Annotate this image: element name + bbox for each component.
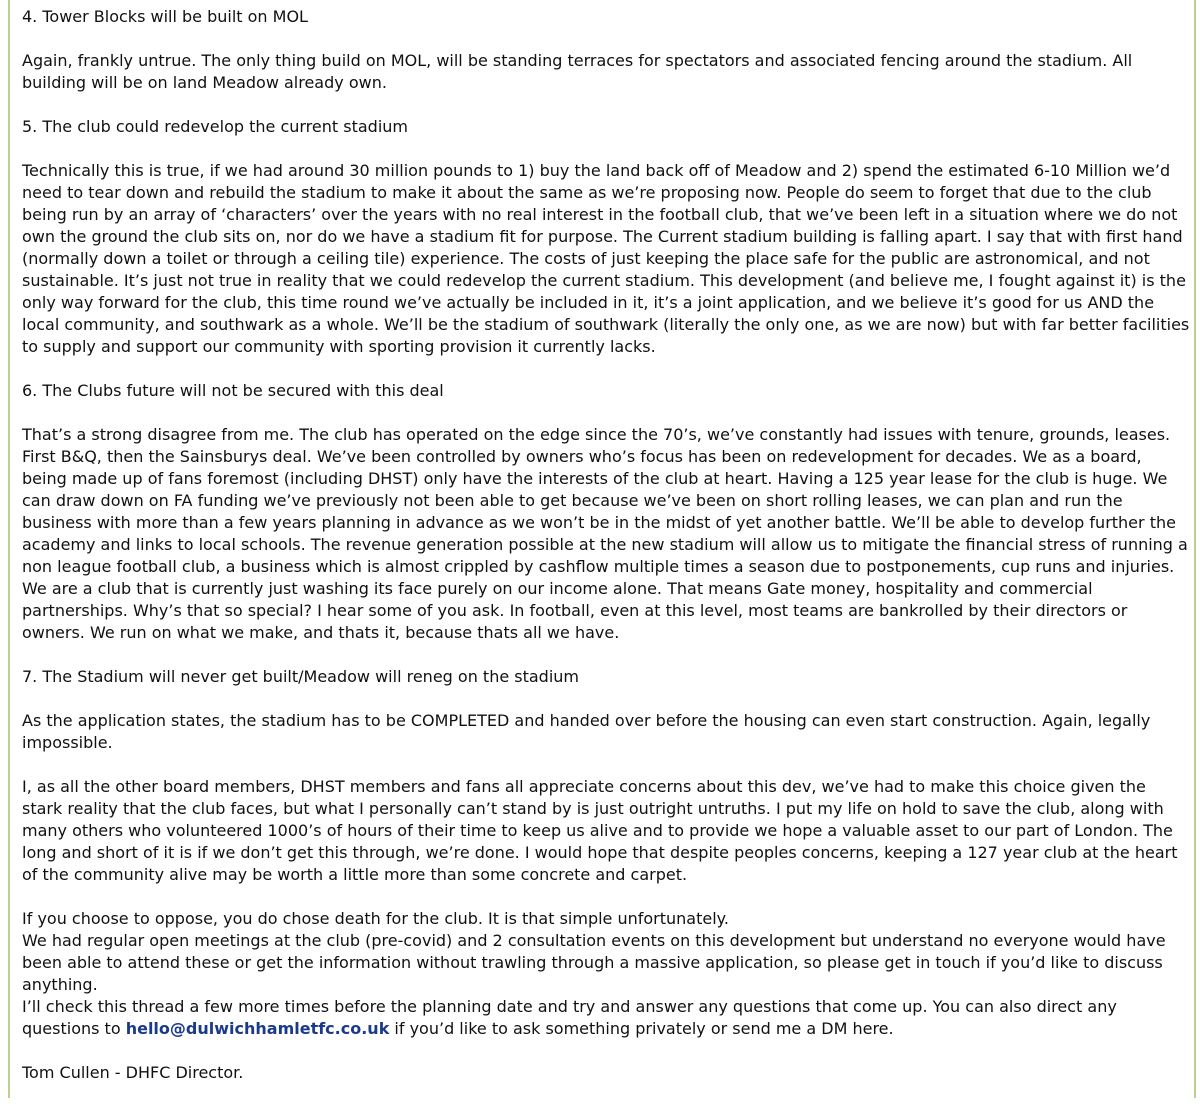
post-frame bbox=[8, 0, 1196, 1098]
post-body bbox=[22, 6, 1190, 1106]
paragraph-meetings: We had regular open meetings at the club (pre-covid) and 2 consultation events on this development but understand no everyone would have been able to attend these or get the information without trawling through a massive application, so please get in touch if you’d like to discuss anything. bbox=[22, 931, 1166, 994]
section-heading-stadium-built: 7. The Stadium will never get built/Meadow will reneg on the stadium bbox=[22, 667, 579, 686]
paragraph-oppose: If you choose to oppose, you do chose death for the club. It is that simple unfortunately. bbox=[22, 909, 729, 928]
section-heading-tower-blocks: 4. Tower Blocks will be built on MOL bbox=[22, 7, 308, 26]
section-heading-future: 6. The Clubs future will not be secured with this deal bbox=[22, 381, 444, 400]
signature: Tom Cullen - DHFC Director. bbox=[22, 1063, 244, 1082]
paragraph-concerns: I, as all the other board members, DHST members and fans all appreciate concerns about this dev, we’ve had to make this choice given the stark reality that the club faces, but what I personally can’t stand by is just outright untruths. I put my life on hold to save the club, along with many others who volunteered 1000’s of hours of their time to keep us alive and to provide we hope a valuable asset to our part of London. The long and short of it is if we don’t get this through, we’re done. I would hope that despite peoples concerns, keeping a 127 year club at the heart of the community alive may be worth a little more than some concrete and carpet. bbox=[22, 777, 1178, 884]
paragraph-stadium-built: As the application states, the stadium has to be COMPLETED and handed over before the housing can even start construction. Again, legally impossible. bbox=[22, 711, 1151, 752]
section-heading-redevelop: 5. The club could redevelop the current stadium bbox=[22, 117, 408, 136]
email-link[interactable]: hello@dulwichhamletfc.co.uk bbox=[125, 1019, 390, 1038]
contact-text-after: if you’d like to ask something privately or send me a DM here. bbox=[389, 1019, 894, 1038]
paragraph-contact bbox=[22, 996, 1190, 1040]
contact-text-before: I’ll check this thread a few more times before the planning date and try and answer any questions that come up. You can also direct any questions to bbox=[22, 997, 1117, 1038]
paragraph-redevelop: Technically this is true, if we had around 30 million pounds to 1) buy the land back off of Meadow and 2) spend the estimated 6-10 Million we’d need to tear down and rebuild the stadium to make it about the same as we’re proposing now. People do seem to forget that due to the club being run by an array of ‘characters’ over the years with no real interest in the football club, that we’ve been left in a situation where we do not own the ground the club sits on, nor do we have a stadium fit for purpose. The Current stadium building is falling apart. I say that with first hand (normally down a toilet or through a ceiling tile) experience. The costs of just keeping the place safe for the public are astronomical, and not sustainable. It’s just not true in reality that we could redevelop the current stadium. This development (and believe me, I fought against it) is the only way forward for the club, this time round we’ve actually be included in it, it’s a joint application, and we believe it’s good for us AND the local community, and southwark as a whole. We’ll be the stadium of southwark (literally the only one, as we are now) but with far better facilities to supply and support our community with sporting provision it currently lacks. bbox=[22, 161, 1190, 356]
paragraph-tower-blocks: Again, frankly untrue. The only thing build on MOL, will be standing terraces for spectators and associated fencing around the stadium. All building will be on land Meadow already own. bbox=[22, 51, 1133, 92]
paragraph-future: That’s a strong disagree from me. The club has operated on the edge since the 70’s, we’ve constantly had issues with tenure, grounds, leases. First B&Q, then the Sainsburys deal. We’ve been controlled by owners who’s focus has been on redevelopment for decades. We as a board, being made up of fans foremost (including DHST) only have the interests of the club at heart. Having a 125 year lease for the club is huge. We can draw down on FA funding we’ve previously not been able to get because we’ve been on short rolling leases, we can plan and run the business with more than a few years planning in advance as we won’t be in the midst of yet another battle. We’ll be able to develop further the academy and links to local schools. The revenue generation possible at the new stadium will allow us to mitigate the financial stress of running a non league football club, a business which is almost crippled by cashflow multiple times a season due to postponements, cup runs and injuries. We are a club that is currently just washing its face purely on our income alone. That means Gate money, hospitality and commercial partnerships. Why’s that so special? I hear some of you ask. In football, even at this level, most teams are bankrolled by their directors or owners. We run on what we make, and thats it, because thats all we have. bbox=[22, 425, 1188, 642]
